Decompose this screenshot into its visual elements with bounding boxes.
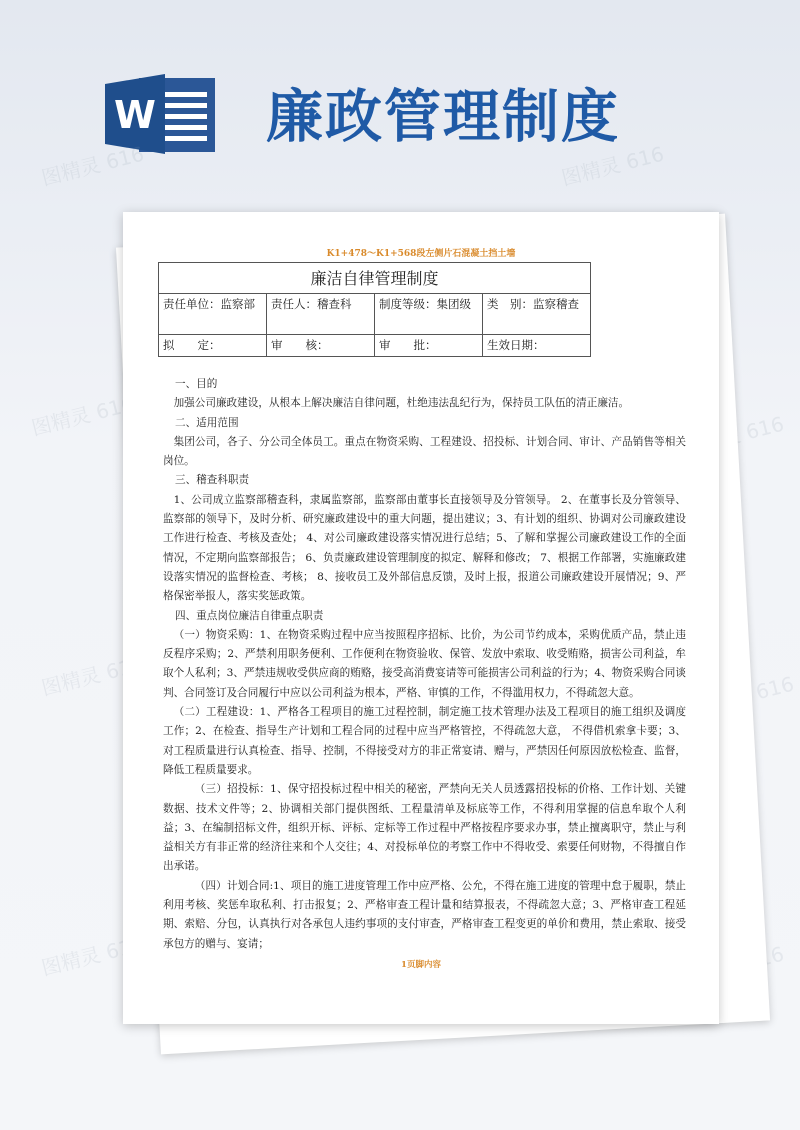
paragraph: （二）工程建设：1、严格各工程项目的施工过程控制，制定施工技术管理办法及工程项目的施工组织及调度工作；2、在检查、指导生产计划和工程合同的过程中应当严格管控，不得疏忽大意， 不得借机索拿卡要；3、对工程质量进行认真检查、指导、控制，不得接受对方的非正常宴请、赠与，严禁因任何原因放松检查、监督，降低工程质量要求。 <box>163 706 686 776</box>
word-logo-letter: W <box>114 93 156 137</box>
word-document-icon <box>105 72 217 156</box>
page-title: 廉政管理制度 <box>266 84 620 150</box>
table-cell: 制度等级：集团级 <box>375 294 483 335</box>
info-table <box>158 262 591 357</box>
paragraph: （四）计划合同:1、项目的施工进度管理工作中应严格、公允，不得在施工进度的管理中怠于履职，禁止利用考核、奖惩牟取私利、打击报复；2、严格审查工程计量和结算报表，不得疏忽大意；3、严格审查工程延期、索赔、分包，认真执行对各承包人违约事项的支付审查，严格审查工程变更的单价和费用，禁止索取、接受承包方的赠与、宴请； <box>163 879 686 950</box>
page-footer: 1页脚内容 <box>401 960 441 970</box>
table-cell: 审 批： <box>375 335 483 357</box>
table-cell: 审 核： <box>267 335 375 357</box>
section-heading: 四、重点岗位廉洁自律重点职责 <box>175 609 324 622</box>
paragraph: 集团公司，各子、分公司全体员工。重点在物资采购、工程建设、招投标、计划合同、审计、产品销售等相关岗位。 <box>163 435 686 468</box>
section-heading: 一、目的 <box>175 378 218 390</box>
table-cell: 责任单位：监察部 <box>159 294 267 335</box>
document-header: K1+478～K1+568段左侧片石混凝土挡土墙 <box>326 249 516 259</box>
table-cell: 责任人：稽查科 <box>267 294 375 335</box>
paragraph: （三）招投标：1、保守招投标过程中相关的秘密，严禁向无关人员透露招投标的价格、工作计划、关键数据、技术文件等；2、协调相关部门提供图纸、工程量清单及标底等工作，不得利用掌握的信息牟取个人利益；3、在编制招标文件，组织开标、评标、定标等工作过程中严格按程序要求办事，禁止擅离职守，禁止与利益相关方有非正常的经济往来和个人交往；4、对投标单位的考察工作中不得收受、索要任何财物，不得擅自作出承诺。 <box>163 783 686 873</box>
table-title: 廉洁自律管理制度 <box>159 263 591 294</box>
paragraph: 1、公司成立监察部稽查科，隶属监察部，监察部由董事长直接领导及分管领导。 2、在董事长及分管领导、监察部的领导下，及时分析、研究廉政建设中的重大问题，提出建议；3、有计划的组织、协调对公司廉政建设工作进行检查、考核及查处； 4、对公司廉政建设落实情况进行总结；5、了解和掌握公司廉政建设工作的全面情况，不定期向监察部报告； 6、负责廉政建设管理制度的拟定、解释和修改； 7、根据工作部署，实施廉政建设落实情况的监督检查、考核； 8、接收员工及外部信息反馈，及时上报，报道公司廉政建设开展情况；9、严格保密举报人，落实奖惩政策。 <box>163 493 686 603</box>
section-heading: 三、稽查科职责 <box>175 474 250 487</box>
table-cell: 类 别：监察稽查 <box>483 294 591 335</box>
paragraph: 加强公司廉政建设，从根本上解决廉洁自律问题，杜绝违法乱纪行为，保持员工队伍的清正廉洁。 <box>173 397 630 410</box>
table-cell: 生效日期： <box>483 335 591 357</box>
table-cell: 拟 定： <box>159 335 267 357</box>
section-heading: 二、适用范围 <box>175 416 239 429</box>
document-body <box>163 375 686 954</box>
document-page <box>123 212 719 1024</box>
paragraph: （一）物资采购：1、在物资采购过程中应当按照程序招标、比价，为公司节约成本，采购优质产品，禁止违反程序采购；2、严禁利用职务便利、工作便利在物资验收、保管、发放中索取、收受贿赂，损害公司利益，牟取个人私利；3、严禁违规收受供应商的贿赂，接受高消费宴请等可能损害公司利益的行为；4、物资采购合同谈判、合同签订及合同履行中应以公司利益为根本，严格、审慎的工作，不得滥用权力，不得疏忽大意。 <box>163 628 686 699</box>
